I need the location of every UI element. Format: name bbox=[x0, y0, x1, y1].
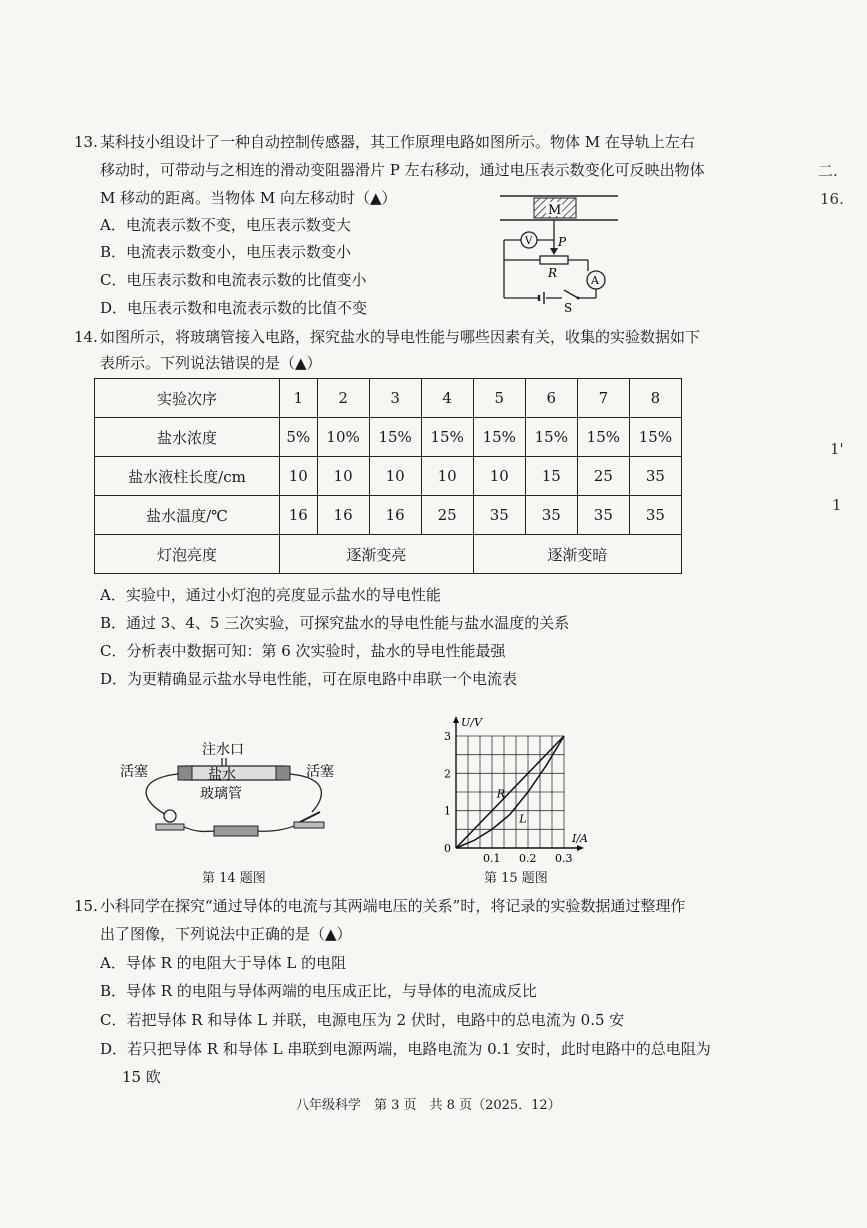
option-c: C．分析表中数据可知：第 6 次实验时，盐水的导电性能最强 bbox=[100, 642, 506, 660]
option-b: B．电流表示数变小，电压表示数变小 bbox=[100, 243, 352, 261]
table-cell: 4 bbox=[421, 379, 473, 418]
table-cell: 10 bbox=[421, 457, 473, 496]
question-number: 13. bbox=[74, 133, 98, 151]
label-s: S bbox=[564, 301, 573, 315]
brightness-cell: 逐渐变亮 bbox=[280, 535, 474, 574]
option-a: A．导体 R 的电阻大于导体 L 的电阻 bbox=[100, 954, 347, 972]
figure-15-caption: 第 15 题图 bbox=[484, 871, 548, 886]
table-cell: 10 bbox=[280, 457, 318, 496]
label-m: M bbox=[548, 203, 562, 218]
y-tick-label: 1 bbox=[444, 804, 451, 818]
x-tick-label: 0.2 bbox=[519, 852, 537, 865]
question-text-line: 小科同学在探究“通过导体的电流与其两端电压的关系”时，将记录的实验数据通过整理作 bbox=[100, 897, 686, 915]
question-text-line: 移动时，可带动与之相连的滑动变阻器滑片 P 左右移动，通过电压表示数变化可反映出物体 bbox=[100, 161, 705, 179]
option-b: B．通过 3、4、5 三次实验，可探究盐水的导电性能与盐水温度的关系 bbox=[100, 614, 570, 632]
table-row bbox=[95, 496, 682, 535]
figure-14-caption: 第 14 题图 bbox=[202, 871, 266, 886]
option-d: D．电压表示数和电流表示数的比值不变 bbox=[100, 299, 368, 317]
table-cell: 35 bbox=[629, 457, 681, 496]
plug-right bbox=[276, 766, 290, 780]
table-cell: 25 bbox=[577, 457, 629, 496]
option-a: A．实验中，通过小灯泡的亮度显示盐水的导电性能 bbox=[100, 586, 441, 604]
question-text-line: 出了图像，下列说法中正确的是（▲） bbox=[100, 925, 352, 943]
edge-mark: 1' bbox=[830, 440, 844, 458]
y-tick-label: 2 bbox=[444, 767, 451, 781]
option-d: D．若只把导体 R 和导体 L 串联到电源两端，电路电流为 0.1 安时，此时电路中的总电阻为 bbox=[100, 1040, 711, 1058]
row-header: 盐水浓度 bbox=[95, 418, 280, 457]
data-table bbox=[94, 378, 682, 574]
brightness-cell: 逐渐变暗 bbox=[473, 535, 681, 574]
salt-water-circuit-figure bbox=[120, 738, 360, 846]
option-b: B．导体 R 的电阻与导体两端的电压成正比，与导体的电流成反比 bbox=[100, 982, 537, 1000]
table-cell: 16 bbox=[369, 496, 421, 535]
option-c: C．电压表示数和电流表示数的比值变小 bbox=[100, 271, 367, 289]
x-axis-label: I/A bbox=[572, 832, 588, 845]
table-cell: 35 bbox=[525, 496, 577, 535]
rheostat-r bbox=[540, 256, 568, 264]
table-cell: 15% bbox=[525, 418, 577, 457]
table-cell: 15 bbox=[525, 457, 577, 496]
question-text-line: 如图所示，将玻璃管接入电路，探究盐水的导电性能与哪些因素有关，收集的实验数据如下 bbox=[100, 328, 701, 346]
table-cell: 16 bbox=[317, 496, 369, 535]
label-salt-water: 盐水 bbox=[208, 767, 236, 783]
table-row bbox=[95, 418, 682, 457]
plug-left bbox=[178, 766, 192, 780]
label-a: A bbox=[591, 274, 599, 287]
table-row bbox=[95, 379, 682, 418]
question-number: 15. bbox=[74, 897, 98, 915]
table-cell: 5 bbox=[473, 379, 525, 418]
series-label-l: L bbox=[519, 812, 527, 826]
label-inlet: 注水口 bbox=[202, 742, 244, 758]
table-cell: 10% bbox=[317, 418, 369, 457]
table-cell: 15% bbox=[629, 418, 681, 457]
y-axis-arrow bbox=[453, 716, 459, 723]
label-plug-left: 活塞 bbox=[120, 764, 148, 780]
edge-mark: 二. bbox=[818, 162, 838, 180]
battery-icon bbox=[214, 826, 258, 836]
row-header: 实验次序 bbox=[95, 379, 280, 418]
y-tick-label: 3 bbox=[444, 730, 451, 743]
table-cell: 35 bbox=[473, 496, 525, 535]
x-tick-label: 0.3 bbox=[555, 852, 573, 865]
option-d-continuation: 15 欧 bbox=[122, 1068, 161, 1086]
table-cell: 15% bbox=[473, 418, 525, 457]
table-cell: 35 bbox=[577, 496, 629, 535]
option-d: D．为更精确显示盐水导电性能，可在原电路中串联一个电流表 bbox=[100, 670, 518, 688]
table-cell: 16 bbox=[280, 496, 318, 535]
table-cell: 15% bbox=[421, 418, 473, 457]
table-cell: 25 bbox=[421, 496, 473, 535]
bulb-icon bbox=[164, 810, 176, 822]
table-row bbox=[95, 457, 682, 496]
table-cell: 10 bbox=[473, 457, 525, 496]
option-a: A．电流表示数不变，电压表示数变大 bbox=[100, 216, 351, 234]
edge-mark: 1 bbox=[832, 496, 842, 514]
table-cell: 10 bbox=[317, 457, 369, 496]
table-cell: 15% bbox=[369, 418, 421, 457]
table-cell: 1 bbox=[280, 379, 318, 418]
label-plug-right: 活塞 bbox=[306, 764, 334, 780]
x-axis-arrow bbox=[577, 845, 584, 851]
question-text-line: M 移动的距离。当物体 M 向左移动时（▲） bbox=[100, 189, 397, 207]
table-row bbox=[95, 535, 682, 574]
row-header: 灯泡亮度 bbox=[95, 535, 280, 574]
label-p: P bbox=[558, 235, 567, 249]
table-cell: 7 bbox=[577, 379, 629, 418]
y-axis-label: U/V bbox=[461, 716, 482, 729]
label-glass-tube: 玻璃管 bbox=[200, 786, 242, 802]
table-cell: 6 bbox=[525, 379, 577, 418]
switch-icon bbox=[300, 812, 320, 822]
sensor-circuit-diagram bbox=[496, 192, 626, 316]
table-cell: 8 bbox=[629, 379, 681, 418]
page-footer: 八年级科学 第 3 页 共 8 页（2025．12） bbox=[296, 1098, 561, 1113]
question-text-line: 某科技小组设计了一种自动控制传感器，其工作原理电路如图所示。物体 M 在导轨上左右 bbox=[100, 133, 695, 151]
table-cell: 5% bbox=[280, 418, 318, 457]
x-tick-label: 0.1 bbox=[483, 852, 501, 865]
row-header: 盐水温度/℃ bbox=[95, 496, 280, 535]
option-c: C．若把导体 R 和导体 L 并联，电源电压为 2 伏时，电路中的总电流为 0.5 安 bbox=[100, 1011, 625, 1029]
table-cell: 10 bbox=[369, 457, 421, 496]
label-r: R bbox=[548, 266, 558, 280]
table-cell: 2 bbox=[317, 379, 369, 418]
series-label-r: R bbox=[496, 787, 506, 801]
u-i-chart bbox=[436, 704, 586, 864]
label-v: V bbox=[525, 236, 533, 247]
table-cell: 35 bbox=[629, 496, 681, 535]
edge-mark: 16. bbox=[820, 190, 844, 208]
row-header: 盐水液柱长度/cm bbox=[95, 457, 280, 496]
question-text-line: 表所示。下列说法错误的是（▲） bbox=[100, 354, 322, 372]
table-cell: 3 bbox=[369, 379, 421, 418]
svg-text:-: - bbox=[206, 824, 210, 837]
table-cell: 15% bbox=[577, 418, 629, 457]
question-number: 14. bbox=[74, 328, 98, 346]
origin-label: 0 bbox=[444, 842, 451, 855]
